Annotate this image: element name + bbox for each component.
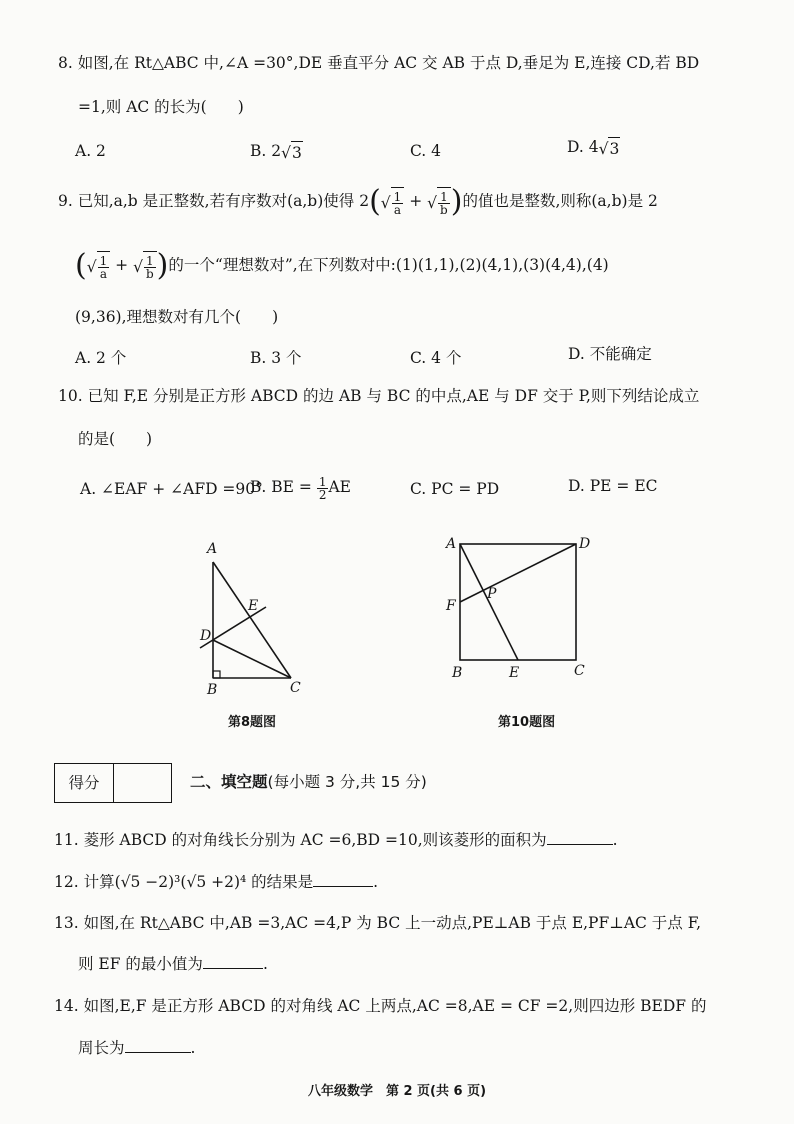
figure-8-diagram [190,535,320,700]
label-a: A [446,536,457,552]
label-b: B [207,682,218,698]
end-mark: . [373,873,379,891]
sqrt-sign: √ $\frac{1}{a}$ [87,251,111,282]
label-e: E [509,665,520,681]
sqrt-sign: √ $\frac{1}{b}$ [133,251,157,282]
q9-option-c: C. 4 个 [410,349,462,367]
q14-line1: 14. 如图,E,F 是正方形 ABCD 的对角线 AC 上两点,AC =8,AE = CF =2,则四边形 BEDF 的 [54,997,707,1015]
q10-option-b [250,470,351,504]
q10-option-c: C. PC = PD [410,480,500,498]
label-f: F [446,598,456,614]
segment-ae [460,544,518,660]
frac-num: 1 [318,474,327,489]
page-footer: 八年级数学 第 2 页(共 6 页) [307,1084,487,1099]
q9-option-a: A. 2 个 [75,349,127,367]
frac-den-b: b [440,203,448,217]
answer-blank [547,830,613,845]
label-p: P [487,586,497,602]
label-d: D [200,628,212,644]
figure-10-diagram [440,530,600,685]
label-c: C [574,663,585,679]
q9-line2-post: 的一个“理想数对”,在下列数对中:(1)(1,1),(2)(4,1),(3)(4,4),(4) [168,256,609,274]
frac-num: 1 [393,190,402,204]
q13-line1: 13. 如图,在 Rt△ABC 中,AB =3,AC =4,P 为 BC 上一动点,PE⊥AB 于点 E,PF⊥AC 于点 F, [54,914,701,932]
q9-line1-post: 的值也是整数,则称(a,b)是 2 [462,192,658,210]
q9-line3: (9,36),理想数对有几个( ) [75,308,279,326]
fraction-half [317,476,329,501]
q8-option-c: C. 4 [410,142,442,160]
sqrt-sign: √ $\frac{1}{b}$ [427,187,451,218]
q8-line2: =1,则 AC 的长为( ) [78,98,244,116]
answer-blank [125,1038,191,1053]
frac-den-b: b [145,267,154,281]
frac-den: 2 [318,487,327,502]
answer-blank [313,872,373,887]
frac-num: 1 [144,255,156,268]
sqrt-sign: √ $\frac{1}{a}$ [381,187,405,218]
answer-blank [203,954,263,969]
q11-text: 11. 菱形 ABCD 的对角线长分别为 AC =6,BD =10,则该菱形的面积为 [54,831,547,849]
q8-option-d [567,136,620,160]
square-abcd [460,544,576,660]
figure-8-caption: 第8题图 [228,715,277,730]
segment-ac [213,562,291,678]
score-box [54,763,172,803]
section-heading [190,770,427,792]
q8-option-b-label: B. 2 [250,142,282,160]
frac-den-a: a [99,267,107,281]
q10-option-d: D. PE = EC [568,477,658,495]
q10-option-b-label: B. BE = [250,478,312,496]
q9-line1: 9. 已知,a,b 是正整数,若有序数对(a,b)使得 2(√ $\frac{1}{a}$ + √ $\frac{1}{b}$ )的值也是整数,则称(a,b)是 2 [58,184,658,219]
q8-option-d-radicand: 3 [608,137,620,160]
section-title: 二、填空题 [190,773,268,791]
q9-line1-pre: 9. 已知,a,b 是正整数,若有序数对(a,b)使得 2 [58,192,370,210]
frac-num: 1 [99,254,108,268]
label-a: A [207,541,218,557]
q9-option-b: B. 3 个 [250,349,302,367]
score-label: 得分 [55,764,114,802]
segment-cd [213,640,291,678]
left-paren: ( [75,248,87,283]
label-d: D [579,536,591,552]
q8-option-b [250,140,303,164]
right-angle-mark [213,671,220,678]
q8-option-b-radicand: 3 [291,141,303,164]
segment-df [460,544,576,602]
section-note: (每小题 3 分,共 15 分) [267,773,427,791]
q12-text: 12. 计算(√5 −2)³(√5 +2)⁴ 的结果是 [54,873,314,891]
q10-line2: 的是( ) [78,430,153,448]
right-paren: ) [450,184,463,219]
q8-line1: 8. 如图,在 Rt△ABC 中,∠A =30°,DE 垂直平分 AC 交 AB 于点 D,垂足为 E,连接 CD,若 BD [58,54,700,72]
q13-line2 [78,953,268,975]
q10-option-b-tail: AE [328,478,351,496]
q10-option-a: A. ∠EAF + ∠AFD =90° [80,480,263,498]
q13-text: 则 EF 的最小值为 [78,955,203,973]
label-b: B [452,665,463,681]
q10-line1: 10. 已知 F,E 分别是正方形 ABCD 的边 AB 与 BC 的中点,AE 与 DF 交于 P,则下列结论成立 [58,387,700,405]
end-mark: . [262,955,268,973]
q8-option-d-label: D. 4 [567,138,599,156]
q11-line [54,829,618,851]
q14-line2 [78,1037,195,1059]
label-e: E [248,598,259,614]
q9-option-d: D. 不能确定 [568,345,652,363]
end-mark: . [190,1039,196,1057]
right-paren: ) [156,248,169,283]
frac-num: 1 [438,191,450,204]
q9-line2: (√ $\frac{1}{a}$ + √ $\frac{1}{b}$ )的一个“理想数对”,在下列数对中:(1)(1,1),(2)(4,1),(3)(4,4),(4) [75,248,609,283]
q14-text: 周长为 [78,1039,125,1057]
left-paren: ( [369,184,381,219]
end-mark: . [612,831,618,849]
q12-line [54,871,378,893]
frac-den-a: a [393,203,402,217]
sqrt-sign: √3 [599,137,621,160]
q8-option-a: A. 2 [75,142,106,160]
sqrt-sign: √3 [281,141,303,164]
label-c: C [290,680,301,696]
figure-10-caption: 第10题图 [498,715,556,730]
